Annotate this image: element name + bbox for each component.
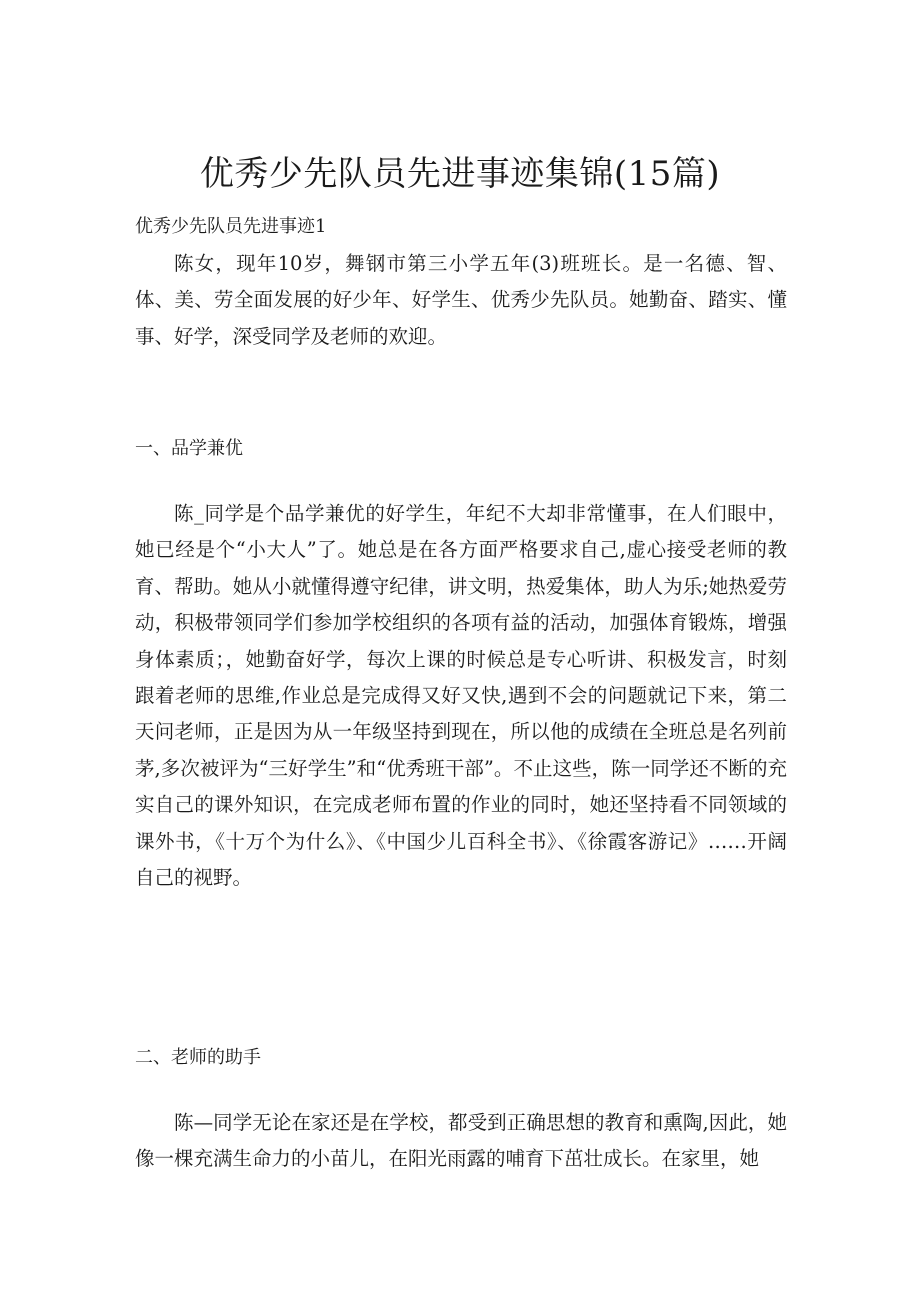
document-subtitle: 优秀少先队员先进事迹1 [135,216,327,237]
document-title: 优秀少先队员先进事迹集锦(15篇) [199,154,721,194]
intro-paragraph: 陈女，现年10岁，舞钢市第三小学五年(3)班班长。是一名德、智、体、美、劳全面发展的好少年、好学生、优秀少先队员。她勤奋、踏实、懂事、好学，深受同学及老师的欢迎。 [135,252,787,348]
section1-heading: 一、品学兼优 [135,438,243,459]
section2-paragraph: 陈—同学无论在家还是在学校，都受到正确思想的教育和熏陶,因此，她像一棵充满生命力的小苗儿，在阳光雨露的哺育下茁壮成长。在家里，她 [135,1111,787,1171]
section1-paragraph: 陈_同学是个品学兼优的好学生，年纪不大却非常懂事，在人们眼中，她已经是个“小大人”了。她总是在各方面严格要求自己,虚心接受老师的教育、帮助。她从小就懂得遵守纪律，讲文明，热爱集体，助人为乐;她热爱劳动，积极带领同学们参加学校组织的各项有益的活动，加强体育锻炼，增强身体素质；，她勤奋好学，每次上课的时候总是专心听讲、积极发言，时刻跟着老师的思维,作业总是完成得又好又快,遇到不会的问题就记下来，第二天问老师，正是因为从一年级坚持到现在，所以他的成绩在全班总是名列前茅,多次被评为“三好学生”和“优秀班干部”。不止这些，陈一同学还不断的充实自己的课外知识，在完成老师布置的作业的同时，她还坚持看不同领域的课外书，《十万个为什么》、《中国少儿百科全书》、《徐霞客游记》……开阔自己的视野。 [135,502,787,890]
section2-heading: 二、老师的助手 [135,1047,261,1068]
